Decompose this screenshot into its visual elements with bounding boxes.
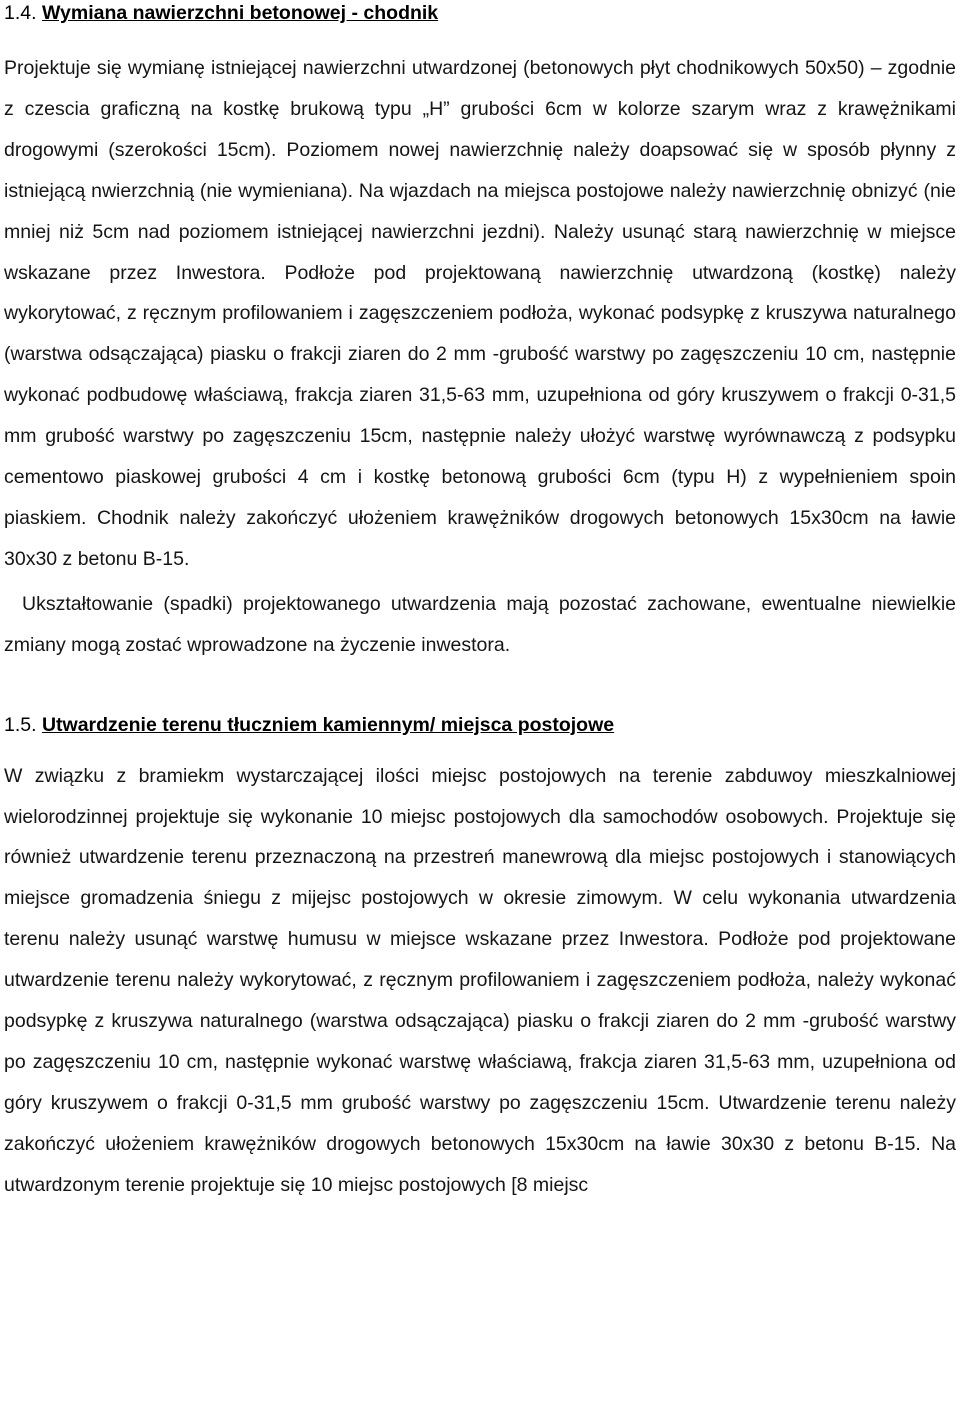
section-1-4-paragraph-1: Projektuje się wymianę istniejącej nawierzchni utwardzonej (betonowych płyt chodnikowych 50x50) – zgodnie z czescia graficzną na kostkę brukową typu „H” grubości 6cm w kolorze szarym wraz z krawężnikami drogowymi (szerokości 15cm). Poziomem nowej nawierzchnię należy doapsować się w sposób płynny z istniejącą nwierzchnią (nie wymieniana). Na wjazdach na miejsca postojowe należy nawierzchnię obnizyć (nie mniej niż 5cm nad poziomem istniejącej nawierzchni jezdni). Należy usunąć starą nawierzchnię w miejsce wskazane przez Inwestora. Podłoże pod projektowaną nawierzchnię utwardzoną (kostkę) należy wykorytować, z ręcznym profilowaniem i zagęszczeniem podłoża, wykonać podsypkę z kruszywa naturalnego (warstwa odsączająca) piasku o frakcji ziaren do 2 mm -grubość warstwy po zagęszczeniu 10 cm, następnie wykonać podbudowę właściawą, frakcja ziaren 31,5-63 mm, uzupełniona od góry kruszywem o frakcji 0-31,5 mm grubość warstwy po zagęszczeniu 15cm, następnie należy ułożyć warstwę wyrównawczą z podsypku cementowo piaskowej grubości 4 cm i kostkę betonową grubości 6cm (typu H) z wypełnieniem spoin piaskiem. Chodnik należy zakończyć ułożeniem krawężników drogowych betonowych 15x30cm na ławie 30x30 z betonu B-15. xyxy=(4,57,956,570)
section-heading-1-5 xyxy=(4,712,956,738)
section-heading-1-4 xyxy=(4,0,956,26)
document-page xyxy=(4,0,956,1206)
section-title: Wymiana nawierzchni betonowej - chodnik xyxy=(41,2,439,24)
section-1-5-paragraph-1: W związku z bramiekm wystarczającej ilości miejsc postojowych na terenie zabduwoy mieszkalniowej wielorodzinnej projektuje się wykonanie 10 miejsc postojowych dla samochodów osobowych. Projektuje się również utwardzenie terenu przeznaczoną na przestreń manewrową dla miejsc postojowych i stanowiących miejsce gromadzenia śniegu z mijejsc postojowych w okresie zimowym. W celu wykonania utwardzenia terenu należy usunąć warstwę humusu w miejsce wskazane przez Inwestora. Podłoże pod projektowane utwardzenie terenu należy wykorytować, z ręcznym profilowaniem i zagęszczeniem podłoża, należy wykonać podsypkę z kruszywa naturalnego (warstwa odsączająca) piasku o frakcji ziaren do 2 mm -grubość warstwy po zagęszczeniu 10 cm, następnie wykonać warstwę właściawą, frakcja ziaren 31,5-63 mm, uzupełniona od góry kruszywem o frakcji 0-31,5 mm grubość warstwy po zagęszczeniu 15cm. Utwardzenie terenu należy zakończyć ułożeniem krawężników drogowych betonowych 15x30cm na ławie 30x30 z betonu B-15. Na utwardzonym terenie projektuje się 10 miejsc postojowych [8 miejsc xyxy=(4,764,956,1196)
section-title: Utwardzenie terenu tłuczniem kamiennym/ miejsca postojowe xyxy=(41,713,615,736)
section-number: 1.4. xyxy=(4,2,37,24)
section-number: 1.5. xyxy=(4,713,37,736)
section-1-4-paragraph-2: Ukształtowanie (spadki) projektowanego utwardzenia mają pozostać zachowane, ewentualne niewielkie zmiany mogą zostać wprowadzone na życzenie inwestora. xyxy=(4,592,956,656)
